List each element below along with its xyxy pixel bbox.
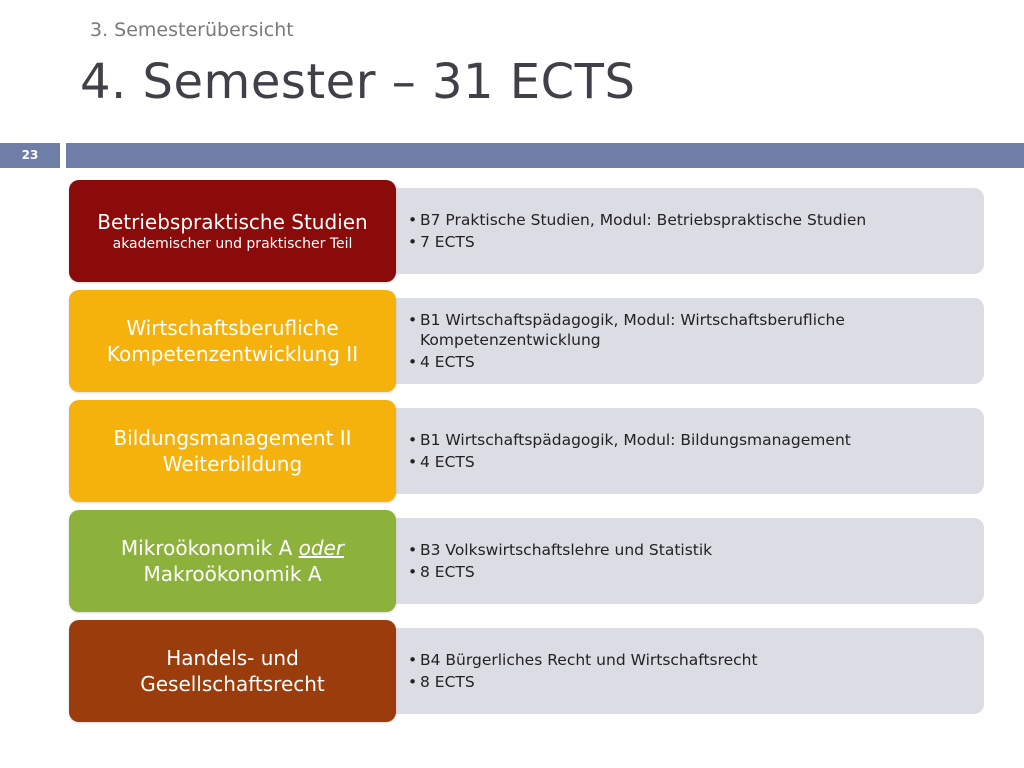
module-1-bullet-2: • 7 ECTS: [408, 232, 964, 252]
module-box-3: [69, 400, 396, 502]
module-row-1: [0, 180, 1024, 282]
module-3-bullet-2: • 4 ECTS: [408, 452, 964, 472]
module-4-title-line2: Makroökonomik A: [143, 562, 322, 586]
module-details-4: [340, 518, 984, 604]
module-row-3: [0, 400, 1024, 502]
module-4-title-a: Mikroökonomik A: [120, 536, 293, 560]
slide-subtitle: 3. Semesterübersicht: [90, 19, 294, 41]
module-3-title: Bildungsmanagement II: [113, 426, 352, 450]
module-box-4: [69, 510, 396, 612]
module-box-1: [69, 180, 396, 282]
module-1-title: Betriebspraktische Studien: [97, 210, 368, 234]
module-2-title-line2: Kompetenzentwicklung II: [106, 342, 359, 366]
header-bar: [66, 143, 1024, 168]
module-box-5: [69, 620, 396, 722]
module-5-title-line2: Gesellschaftsrecht: [140, 672, 325, 696]
module-3-bullet-1: • B1 Wirtschaftspädagogik, Modul: Bildungsmanagement: [408, 430, 964, 450]
module-box-2: [69, 290, 396, 392]
module-2-bullet-1: • B1 Wirtschaftspädagogik, Modul: Wirtschaftsberufliche Kompetenzentwicklung: [408, 310, 964, 350]
module-4-title-or: oder: [298, 536, 345, 560]
module-2-bullet-2: • 4 ECTS: [408, 352, 964, 372]
module-details-2: [340, 298, 984, 384]
module-1-bullet-1: • B7 Praktische Studien, Modul: Betriebspraktische Studien: [408, 210, 964, 230]
module-row-5: [0, 620, 1024, 722]
module-2-title: Wirtschaftsberufliche: [126, 316, 339, 340]
module-4-title: [121, 535, 344, 561]
slide-number: 23: [0, 143, 60, 168]
module-details-1: [340, 188, 984, 274]
module-details-3: [340, 408, 984, 494]
module-1-subtitle: akademischer und praktischer Teil: [112, 236, 353, 252]
module-5-bullet-1: • B4 Bürgerliches Recht und Wirtschaftsrecht: [408, 650, 964, 670]
module-details-5: [340, 628, 984, 714]
module-4-bullet-1: • B3 Volkswirtschaftslehre und Statistik: [408, 540, 964, 560]
module-5-title: Handels- und: [166, 646, 299, 670]
module-row-4: [0, 510, 1024, 612]
module-5-bullet-2: • 8 ECTS: [408, 672, 964, 692]
module-row-2: [0, 290, 1024, 392]
module-3-title-line2: Weiterbildung: [162, 452, 303, 476]
module-4-bullet-2: • 8 ECTS: [408, 562, 964, 582]
slide-title: 4. Semester – 31 ECTS: [80, 54, 636, 110]
